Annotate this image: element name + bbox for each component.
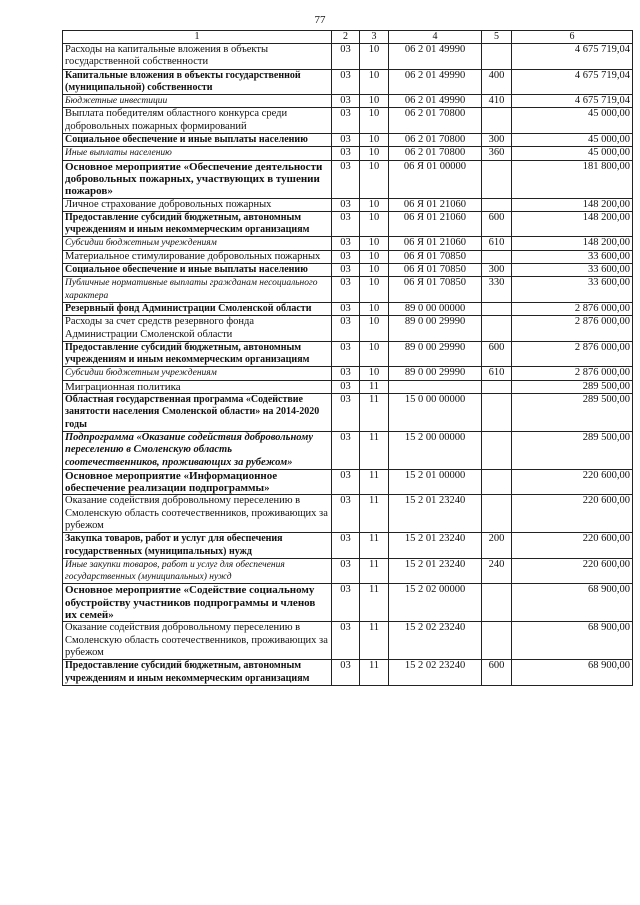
row-amount: 148 200,00 xyxy=(512,237,633,250)
table-row xyxy=(63,95,633,108)
row-name: Расходы за счет средств резервного фонда Администрации Смоленской области xyxy=(63,316,332,342)
table-row xyxy=(63,380,633,393)
row-target-article: 06 Я 01 21060 xyxy=(389,211,482,237)
row-amount: 33 600,00 xyxy=(512,277,633,303)
row-name: Предоставление субсидий бюджетным, автономным учреждениям и иным некоммерческим организациям xyxy=(63,211,332,237)
row-expense-type: 610 xyxy=(482,367,512,380)
row-name: Основное мероприятие «Обеспечение деятельности добровольных пожарных, участвующих в тушении пожаров» xyxy=(63,160,332,198)
row-expense-type xyxy=(482,250,512,263)
row-amount: 148 200,00 xyxy=(512,198,633,211)
row-target-article: 89 0 00 29990 xyxy=(389,341,482,367)
row-amount: 2 876 000,00 xyxy=(512,341,633,367)
header-col-3: 3 xyxy=(360,31,389,44)
row-amount: 33 600,00 xyxy=(512,250,633,263)
table-row xyxy=(63,277,633,303)
row-name: Основное мероприятие «Информационное обеспечение реализации подпрограммы» xyxy=(63,469,332,495)
row-name: Субсидии бюджетным учреждениям xyxy=(63,237,332,250)
row-name: Капитальные вложения в объекты государственной (муниципальной) собственности xyxy=(63,69,332,95)
row-subsection: 10 xyxy=(360,147,389,160)
row-subsection: 10 xyxy=(360,108,389,134)
row-section: 03 xyxy=(332,431,360,469)
row-subsection: 11 xyxy=(360,380,389,393)
row-section: 03 xyxy=(332,211,360,237)
row-expense-type: 600 xyxy=(482,211,512,237)
table-row xyxy=(63,264,633,277)
row-subsection: 10 xyxy=(360,250,389,263)
row-section: 03 xyxy=(332,147,360,160)
row-section: 03 xyxy=(332,277,360,303)
row-name: Расходы на капитальные вложения в объекты государственной собственности xyxy=(63,44,332,70)
row-subsection: 11 xyxy=(360,394,389,432)
row-section: 03 xyxy=(332,198,360,211)
row-name: Предоставление субсидий бюджетным, автономным учреждениям и иным некоммерческим организациям xyxy=(63,341,332,367)
row-amount: 220 600,00 xyxy=(512,469,633,495)
row-expense-type: 240 xyxy=(482,558,512,584)
row-target-article: 06 2 01 70800 xyxy=(389,147,482,160)
table-row xyxy=(63,108,633,134)
row-name: Предоставление субсидий бюджетным, автономным учреждениям и иным некоммерческим организациям xyxy=(63,660,332,686)
row-section: 03 xyxy=(332,622,360,660)
row-target-article: 15 0 00 00000 xyxy=(389,394,482,432)
row-subsection: 11 xyxy=(360,584,389,622)
header-col-2: 2 xyxy=(332,31,360,44)
row-amount: 220 600,00 xyxy=(512,533,633,559)
row-subsection: 10 xyxy=(360,95,389,108)
row-name: Личное страхование добровольных пожарных xyxy=(63,198,332,211)
row-expense-type: 300 xyxy=(482,264,512,277)
table-row xyxy=(63,469,633,495)
row-expense-type: 410 xyxy=(482,95,512,108)
row-amount: 45 000,00 xyxy=(512,147,633,160)
row-subsection: 10 xyxy=(360,264,389,277)
table-row xyxy=(63,44,633,70)
table-row xyxy=(63,160,633,198)
row-expense-type: 400 xyxy=(482,69,512,95)
row-amount: 289 500,00 xyxy=(512,431,633,469)
row-expense-type xyxy=(482,316,512,342)
row-amount: 45 000,00 xyxy=(512,134,633,147)
row-target-article: 15 2 01 23240 xyxy=(389,495,482,533)
row-amount: 289 500,00 xyxy=(512,394,633,432)
row-subsection: 10 xyxy=(360,160,389,198)
row-expense-type: 300 xyxy=(482,134,512,147)
row-name: Бюджетные инвестиции xyxy=(63,95,332,108)
row-target-article: 06 2 01 49990 xyxy=(389,95,482,108)
row-subsection: 10 xyxy=(360,277,389,303)
header-col-4: 4 xyxy=(389,31,482,44)
row-name: Выплата победителям областного конкурса среди добровольных пожарных формирований xyxy=(63,108,332,134)
row-amount: 2 876 000,00 xyxy=(512,316,633,342)
table-row xyxy=(63,341,633,367)
row-subsection: 11 xyxy=(360,558,389,584)
table-row xyxy=(63,558,633,584)
row-target-article: 89 0 00 29990 xyxy=(389,316,482,342)
row-expense-type xyxy=(482,584,512,622)
row-target-article: 06 Я 01 70850 xyxy=(389,264,482,277)
table-row xyxy=(63,211,633,237)
row-subsection: 10 xyxy=(360,211,389,237)
row-name: Иные закупки товаров, работ и услуг для обеспечения государственных (муниципальных) нужд xyxy=(63,558,332,584)
row-name: Областная государственная программа «Содействие занятости населения Смоленской области» на 2014-2020 годы xyxy=(63,394,332,432)
row-amount: 181 800,00 xyxy=(512,160,633,198)
row-amount: 68 900,00 xyxy=(512,622,633,660)
table-row xyxy=(63,584,633,622)
row-amount: 2 876 000,00 xyxy=(512,367,633,380)
row-name: Миграционная политика xyxy=(63,380,332,393)
row-expense-type xyxy=(482,380,512,393)
row-section: 03 xyxy=(332,584,360,622)
table-header-row xyxy=(63,31,633,44)
row-expense-type: 200 xyxy=(482,533,512,559)
table-row xyxy=(63,69,633,95)
table-row xyxy=(63,316,633,342)
header-col-5: 5 xyxy=(482,31,512,44)
row-section: 03 xyxy=(332,237,360,250)
table-row xyxy=(63,134,633,147)
row-section: 03 xyxy=(332,264,360,277)
table-row xyxy=(63,660,633,686)
row-subsection: 10 xyxy=(360,44,389,70)
budget-table xyxy=(62,30,633,686)
row-section: 03 xyxy=(332,367,360,380)
row-target-article: 06 2 01 49990 xyxy=(389,44,482,70)
table-row xyxy=(63,147,633,160)
row-name: Основное мероприятие «Содействие социальному обустройству участников подпрограммы и членов их семей» xyxy=(63,584,332,622)
row-section: 03 xyxy=(332,469,360,495)
row-amount: 33 600,00 xyxy=(512,264,633,277)
row-target-article: 15 2 02 23240 xyxy=(389,660,482,686)
row-name: Субсидии бюджетным учреждениям xyxy=(63,367,332,380)
table-row xyxy=(63,533,633,559)
row-section: 03 xyxy=(332,160,360,198)
row-subsection: 11 xyxy=(360,469,389,495)
row-section: 03 xyxy=(332,108,360,134)
row-expense-type xyxy=(482,469,512,495)
table-row xyxy=(63,622,633,660)
row-subsection: 10 xyxy=(360,316,389,342)
row-target-article: 15 2 02 23240 xyxy=(389,622,482,660)
row-name: Оказание содействия добровольному переселению в Смоленскую область соотечественников, проживающих за рубежом xyxy=(63,622,332,660)
row-amount: 45 000,00 xyxy=(512,108,633,134)
row-amount: 289 500,00 xyxy=(512,380,633,393)
row-subsection: 11 xyxy=(360,622,389,660)
row-expense-type: 360 xyxy=(482,147,512,160)
row-subsection: 11 xyxy=(360,660,389,686)
row-target-article: 15 2 02 00000 xyxy=(389,584,482,622)
row-amount: 2 876 000,00 xyxy=(512,302,633,315)
row-expense-type: 600 xyxy=(482,341,512,367)
row-section: 03 xyxy=(332,495,360,533)
row-target-article: 15 2 01 00000 xyxy=(389,469,482,495)
row-expense-type: 600 xyxy=(482,660,512,686)
row-name: Публичные нормативные выплаты гражданам несоциального характера xyxy=(63,277,332,303)
table-row xyxy=(63,431,633,469)
row-section: 03 xyxy=(332,95,360,108)
row-amount: 148 200,00 xyxy=(512,211,633,237)
row-amount: 68 900,00 xyxy=(512,660,633,686)
row-name: Закупка товаров, работ и услуг для обеспечения государственных (муниципальных) нужд xyxy=(63,533,332,559)
row-amount: 4 675 719,04 xyxy=(512,69,633,95)
row-target-article: 89 0 00 00000 xyxy=(389,302,482,315)
row-expense-type xyxy=(482,495,512,533)
row-expense-type xyxy=(482,108,512,134)
row-target-article: 15 2 01 23240 xyxy=(389,558,482,584)
row-section: 03 xyxy=(332,380,360,393)
row-subsection: 10 xyxy=(360,341,389,367)
row-expense-type xyxy=(482,302,512,315)
row-amount: 4 675 719,04 xyxy=(512,95,633,108)
table-row xyxy=(63,302,633,315)
row-subsection: 10 xyxy=(360,302,389,315)
row-subsection: 10 xyxy=(360,134,389,147)
row-name: Материальное стимулирование добровольных пожарных xyxy=(63,250,332,263)
row-name: Социальное обеспечение и иные выплаты населению xyxy=(63,264,332,277)
row-target-article: 15 2 01 23240 xyxy=(389,533,482,559)
row-amount: 220 600,00 xyxy=(512,495,633,533)
row-name: Оказание содействия добровольному переселению в Смоленскую область соотечественников, проживающих за рубежом xyxy=(63,495,332,533)
row-expense-type: 330 xyxy=(482,277,512,303)
row-expense-type xyxy=(482,431,512,469)
table-row xyxy=(63,237,633,250)
row-expense-type xyxy=(482,198,512,211)
table-row xyxy=(63,367,633,380)
row-subsection: 10 xyxy=(360,367,389,380)
table-row xyxy=(63,394,633,432)
row-name: Подпрограмма «Оказание содействия добровольному переселению в Смоленскую область соотечественников, проживающих за рубежом» xyxy=(63,431,332,469)
row-target-article: 89 0 00 29990 xyxy=(389,367,482,380)
row-expense-type xyxy=(482,44,512,70)
row-target-article: 06 Я 01 70850 xyxy=(389,277,482,303)
table-row xyxy=(63,495,633,533)
row-section: 03 xyxy=(332,558,360,584)
row-section: 03 xyxy=(332,69,360,95)
header-col-1: 1 xyxy=(63,31,332,44)
row-name: Социальное обеспечение и иные выплаты населению xyxy=(63,134,332,147)
row-section: 03 xyxy=(332,533,360,559)
row-subsection: 10 xyxy=(360,237,389,250)
row-section: 03 xyxy=(332,134,360,147)
row-subsection: 10 xyxy=(360,198,389,211)
table-row xyxy=(63,250,633,263)
row-expense-type xyxy=(482,160,512,198)
row-amount: 4 675 719,04 xyxy=(512,44,633,70)
row-expense-type xyxy=(482,622,512,660)
row-name: Иные выплаты населению xyxy=(63,147,332,160)
row-subsection: 11 xyxy=(360,495,389,533)
row-section: 03 xyxy=(332,44,360,70)
row-expense-type: 610 xyxy=(482,237,512,250)
row-section: 03 xyxy=(332,250,360,263)
row-target-article: 06 Я 01 21060 xyxy=(389,237,482,250)
row-subsection: 11 xyxy=(360,533,389,559)
page-number: 77 xyxy=(314,14,326,26)
row-target-article: 06 2 01 49990 xyxy=(389,69,482,95)
row-expense-type xyxy=(482,394,512,432)
row-section: 03 xyxy=(332,660,360,686)
row-amount: 68 900,00 xyxy=(512,584,633,622)
row-section: 03 xyxy=(332,394,360,432)
row-section: 03 xyxy=(332,302,360,315)
row-target-article: 06 2 01 70800 xyxy=(389,108,482,134)
row-section: 03 xyxy=(332,341,360,367)
table-row xyxy=(63,198,633,211)
row-section: 03 xyxy=(332,316,360,342)
row-target-article: 06 Я 01 70850 xyxy=(389,250,482,263)
row-subsection: 11 xyxy=(360,431,389,469)
row-name: Резервный фонд Администрации Смоленской области xyxy=(63,302,332,315)
row-target-article: 06 Я 01 00000 xyxy=(389,160,482,198)
header-col-6: 6 xyxy=(512,31,633,44)
row-target-article: 06 2 01 70800 xyxy=(389,134,482,147)
row-amount: 220 600,00 xyxy=(512,558,633,584)
table-body xyxy=(63,44,633,686)
row-subsection: 10 xyxy=(360,69,389,95)
row-target-article xyxy=(389,380,482,393)
row-target-article: 06 Я 01 21060 xyxy=(389,198,482,211)
row-target-article: 15 2 00 00000 xyxy=(389,431,482,469)
